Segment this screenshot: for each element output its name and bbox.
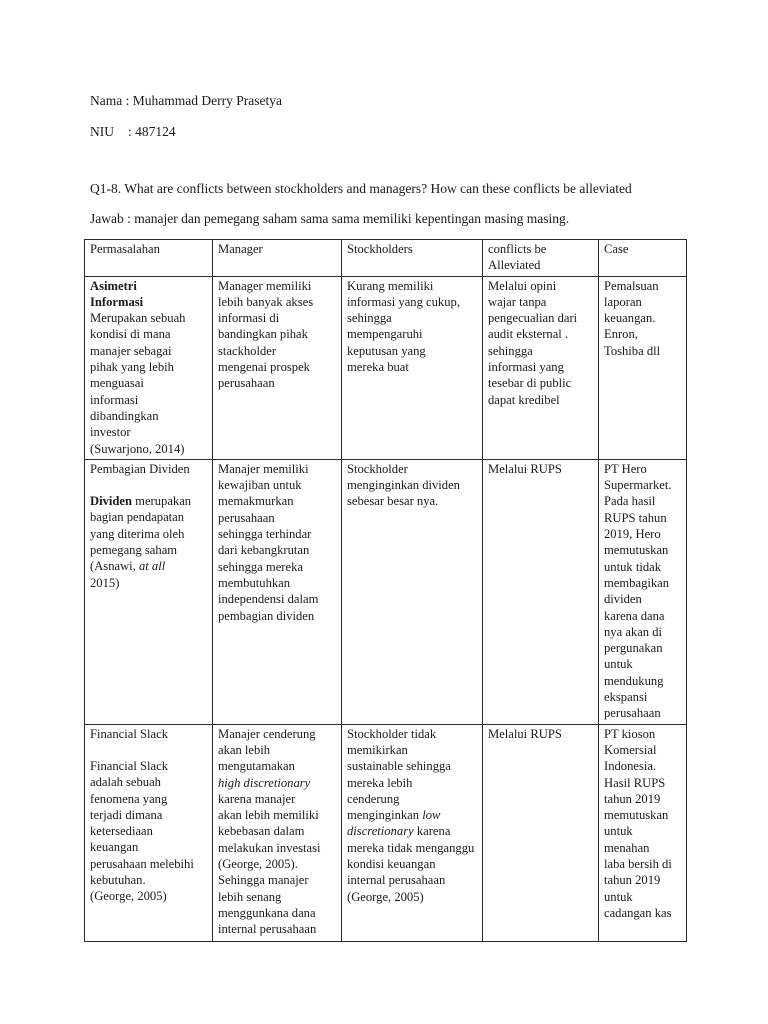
spacer	[90, 742, 208, 758]
issue-description: Merupakan sebuah kondisi di mana manajer sebagai pihak yang lebih menguasai informasi dibandingkan investor (Suwarjono, 2014)	[90, 311, 186, 456]
stockholders-cell: Stockholder menginginkan dividen sebesar besar nya.	[342, 459, 483, 724]
stockholders-cell	[342, 724, 483, 941]
issue-title: Financial Slack	[90, 726, 168, 741]
case-cell: PT kioson Komersial Indonesia. Hasil RUPS tahun 2019 memutuskan untuk menahan laba bersih di tahun 2019 untuk cadangan kas	[599, 724, 687, 941]
case-cell: PT Hero Supermarket. Pada hasil RUPS tahun 2019, Hero memutuskan untuk tidak membagikan dividen karena dana nya akan di pergunakan untuk mendukung ekspansi perusahaan	[599, 459, 687, 724]
table-header-row	[85, 240, 687, 277]
stockholders-cell: Kurang memiliki informasi yang cukup, sehingga mempengaruhi keputusan yang mereka buat	[342, 276, 483, 459]
alleviated-cell: Melalui opini wajar tanpa pengecualian dari audit eksternal . sehingga informasi yang tesebar di public dapat kredibel	[483, 276, 599, 459]
header-cell: conflicts be Alleviated	[483, 240, 599, 277]
conflict-table	[84, 239, 687, 942]
stockholders-text-cont: karena mereka tidak menganggu kondisi keuangan internal perusahaan (George, 2005)	[347, 824, 475, 904]
issue-term: Dividen	[90, 494, 132, 509]
header-cell: Manager	[213, 240, 342, 277]
alleviated-cell: Melalui RUPS	[483, 724, 599, 941]
issue-cell	[85, 276, 213, 459]
manager-text-cont: karena manajer akan lebih memiliki kebebasan dalam melakukan investasi (George, 2005). Sehingga manajer lebih senang menggunkana dana internal perusahaan	[218, 791, 321, 937]
issue-etal: at all	[138, 559, 166, 574]
student-id	[90, 124, 176, 140]
alleviated-cell: Melalui RUPS	[483, 459, 599, 724]
manager-cell: Manajer memiliki kewajiban untuk memakmurkan perusahaan sehingga terhindar dari kebangkrutan sehingga mereka membutuhkan independensi dalam pembagian dividen	[213, 459, 342, 724]
student-name: Nama : Muhammad Derry Prasetya	[90, 93, 282, 108]
question-text: Q1-8. What are conflicts between stockholders and managers? How can these conflicts be alleviated	[90, 181, 632, 196]
issue-cell	[85, 724, 213, 941]
manager-cell: Manager memiliki lebih banyak akses informasi di bandingkan pihak stackholder mengenai prospek perusahaan	[213, 276, 342, 459]
header-cell: Permasalahan	[85, 240, 213, 277]
header-cell: Case	[599, 240, 687, 277]
issue-year: 2015)	[90, 575, 120, 590]
spacer	[90, 477, 208, 493]
manager-cell	[213, 724, 342, 941]
answer-text: Jawab : manajer dan pemegang saham sama sama memiliki kepentingan masing masing.	[90, 211, 570, 226]
niu-value: : 487124	[128, 124, 176, 139]
stockholders-text: Stockholder tidak memikirkan sustainable sehingga mereka lebih cenderung menginginkan	[347, 726, 451, 823]
manager-text: Manajer cenderung akan lebih mengutamakan	[218, 726, 316, 774]
case-cell: Pemalsuan laporan keuangan. Enron, Toshiba dll	[599, 276, 687, 459]
stockholders-emphasis: low discretionary	[347, 808, 441, 839]
issue-title: Pembagian Dividen	[90, 461, 190, 476]
manager-emphasis: high discretionary	[218, 775, 311, 790]
table-row	[85, 724, 687, 941]
issue-description: merupakan bagian pendapatan yang diterima oleh pemegang saham (Asnawi,	[90, 494, 192, 574]
issue-title: Asimetri Informasi	[90, 278, 144, 309]
table-row	[85, 276, 687, 459]
issue-description: Financial Slack adalah sebuah fenomena yang terjadi dimana ketersediaan keuangan perusahaan melebihi kebutuhan. (George, 2005)	[90, 758, 194, 904]
niu-label: NIU	[90, 124, 114, 139]
table-row	[85, 459, 687, 724]
issue-cell	[85, 459, 213, 724]
header-cell: Stockholders	[342, 240, 483, 277]
